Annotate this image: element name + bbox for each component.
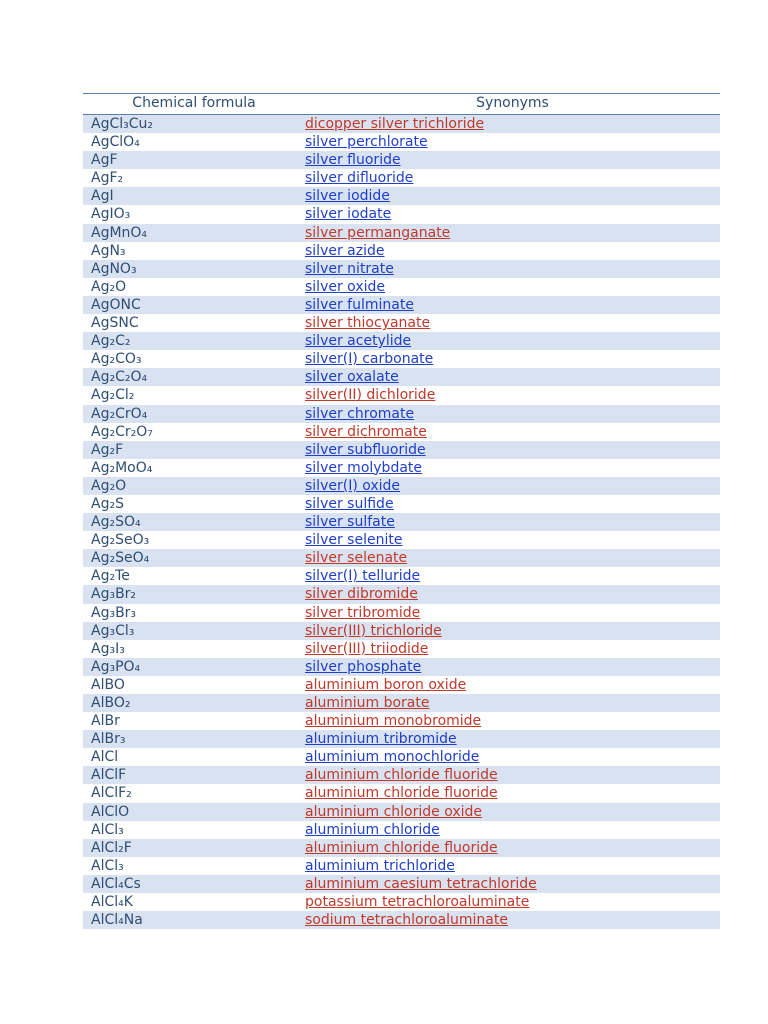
table-row — [83, 658, 720, 676]
synonym-cell — [305, 260, 720, 278]
synonym-link[interactable]: silver molybdate — [305, 459, 423, 476]
formula-cell: Ag₃Cl₃ — [91, 622, 135, 639]
synonym-link[interactable]: silver(I) telluride — [305, 568, 421, 585]
synonym-link[interactable]: silver perchlorate — [305, 134, 428, 151]
synonym-cell — [305, 585, 720, 603]
formula-cell: Ag₃I₃ — [91, 640, 125, 657]
synonym-link[interactable]: silver(I) oxide — [305, 477, 401, 494]
synonym-link[interactable]: silver dichromate — [305, 423, 427, 440]
synonym-link[interactable]: silver oxide — [305, 278, 385, 295]
formula-cell: AlCl₃ — [91, 821, 124, 838]
synonym-link[interactable]: silver(III) trichloride — [305, 622, 442, 639]
formula-cell: Ag₂C₂ — [91, 333, 131, 350]
formula-cell: AgIO₃ — [91, 206, 131, 223]
table-row — [83, 604, 720, 622]
synonym-link[interactable]: silver permanganate — [305, 224, 451, 241]
synonym-cell — [305, 567, 720, 585]
synonym-cell — [305, 857, 720, 875]
table-row — [83, 839, 720, 857]
table-row — [83, 187, 720, 205]
formula-cell: Ag₂O — [91, 477, 127, 494]
table-row — [83, 748, 720, 766]
formula-cell: AgN₃ — [91, 242, 126, 259]
table-row — [83, 694, 720, 712]
table-row — [83, 784, 720, 802]
table-row — [83, 821, 720, 839]
synonym-link[interactable]: silver dibromide — [305, 586, 418, 603]
synonym-cell — [305, 549, 720, 567]
formula-cell: AgClO₄ — [91, 134, 140, 151]
synonym-link[interactable]: silver nitrate — [305, 260, 394, 277]
synonym-cell — [305, 712, 720, 730]
formula-cell: AgMnO₄ — [91, 224, 148, 241]
synonym-cell — [305, 875, 720, 893]
formula-cell: Ag₂F — [91, 441, 124, 458]
formula-cell: Ag₂MoO₄ — [91, 459, 153, 476]
synonym-link[interactable]: silver(III) triiodide — [305, 640, 429, 657]
formula-cell: Ag₃Br₃ — [91, 604, 137, 621]
synonym-link[interactable]: silver fluoride — [305, 152, 401, 169]
formula-cell: AlClF — [91, 767, 127, 784]
column-header-formula: Chemical formula — [132, 95, 256, 111]
formula-cell: AgSNC — [91, 315, 139, 332]
synonym-cell — [305, 766, 720, 784]
formula-cell: AlClF₂ — [91, 785, 132, 802]
synonym-link[interactable]: silver sulfide — [305, 495, 394, 512]
synonym-cell — [305, 332, 720, 350]
table-row — [83, 676, 720, 694]
synonym-link[interactable]: silver acetylide — [305, 333, 412, 350]
formula-cell: AlCl₂F — [91, 839, 132, 856]
synonym-link[interactable]: aluminium monochloride — [305, 749, 480, 766]
synonym-link[interactable]: aluminium monobromide — [305, 713, 482, 730]
table-row — [83, 278, 720, 296]
synonym-cell — [305, 441, 720, 459]
formula-cell: AgNO₃ — [91, 260, 137, 277]
table-row — [83, 224, 720, 242]
column-header-synonyms: Synonyms — [476, 95, 549, 111]
synonym-cell — [305, 604, 720, 622]
synonym-link[interactable]: silver fulminate — [305, 296, 414, 313]
table-row — [83, 314, 720, 332]
table-row — [83, 857, 720, 875]
synonym-cell — [305, 296, 720, 314]
table-row — [83, 549, 720, 567]
synonym-link[interactable]: silver selenate — [305, 550, 408, 567]
table-row — [83, 640, 720, 658]
synonym-cell — [305, 386, 720, 404]
synonym-link[interactable]: silver iodide — [305, 188, 390, 205]
table-row — [83, 513, 720, 531]
table-header — [83, 93, 720, 115]
synonym-cell — [305, 839, 720, 857]
formula-cell: AlBr₃ — [91, 731, 126, 748]
formula-cell: AlBO₂ — [91, 695, 131, 711]
table-row — [83, 423, 720, 441]
synonym-cell — [305, 622, 720, 640]
formula-cell: Ag₂CO₃ — [91, 351, 142, 368]
synonym-cell — [305, 151, 720, 169]
table-row — [83, 803, 720, 821]
formula-cell: Ag₂Cr₂O₇ — [91, 423, 153, 440]
formula-cell: AlCl₄Na — [91, 912, 143, 929]
synonym-link[interactable]: silver phosphate — [305, 658, 422, 675]
table-row — [83, 730, 720, 748]
synonym-link[interactable]: silver selenite — [305, 532, 403, 549]
formula-cell: AlClO — [91, 803, 130, 820]
synonym-cell — [305, 459, 720, 477]
formula-cell: AlCl — [91, 749, 119, 766]
synonym-cell — [305, 314, 720, 332]
synonym-cell — [305, 640, 720, 658]
table-row — [83, 260, 720, 278]
formula-cell: AlBr — [91, 713, 120, 730]
synonym-cell — [305, 115, 720, 133]
synonym-link[interactable]: sodium tetrachloroaluminate — [305, 912, 508, 929]
synonym-cell — [305, 730, 720, 748]
table-row — [83, 766, 720, 784]
formula-cell: AgI — [91, 188, 114, 205]
table-row — [83, 911, 720, 929]
synonym-link[interactable]: silver(II) dichloride — [305, 387, 436, 404]
synonym-link[interactable]: potassium tetrachloroaluminate — [305, 894, 530, 911]
table-row — [83, 133, 720, 151]
formula-cell: AgF₂ — [91, 170, 124, 187]
synonym-link[interactable]: silver thiocyanate — [305, 315, 431, 332]
synonym-cell — [305, 278, 720, 296]
synonym-link[interactable]: aluminium chloride fluoride — [305, 785, 498, 802]
table-row — [83, 441, 720, 459]
synonym-link[interactable]: aluminium chloride fluoride — [305, 839, 498, 856]
formula-cell: Ag₂SeO₃ — [91, 532, 150, 549]
synonym-cell — [305, 350, 720, 368]
synonym-cell — [305, 495, 720, 513]
formula-cell: AlCl₄K — [91, 894, 133, 911]
synonym-cell — [305, 748, 720, 766]
table-row — [83, 386, 720, 404]
synonym-link[interactable]: silver(I) carbonate — [305, 351, 434, 368]
synonym-cell — [305, 405, 720, 423]
formula-cell: AgCl₃Cu₂ — [91, 116, 154, 132]
formula-cell: Ag₂Cl₂ — [91, 387, 135, 404]
table-row — [83, 115, 720, 133]
table-row — [83, 205, 720, 223]
synonym-link[interactable]: dicopper silver trichloride — [305, 116, 485, 132]
formula-cell: AlBO — [91, 676, 125, 693]
synonym-cell — [305, 224, 720, 242]
table-row — [83, 712, 720, 730]
table-row — [83, 242, 720, 260]
formula-cell: AlCl₃ — [91, 857, 124, 874]
table-row — [83, 875, 720, 893]
table-row — [83, 495, 720, 513]
table-row — [83, 585, 720, 603]
synonym-cell — [305, 893, 720, 911]
synonym-cell — [305, 694, 720, 712]
table-row — [83, 459, 720, 477]
table-row — [83, 531, 720, 549]
formula-cell: Ag₂Te — [91, 568, 130, 585]
synonym-cell — [305, 187, 720, 205]
synonym-cell — [305, 205, 720, 223]
formula-cell: Ag₂SeO₄ — [91, 550, 150, 567]
synonym-link[interactable]: silver sulfate — [305, 514, 395, 531]
formula-cell: Ag₃Br₂ — [91, 586, 137, 603]
synonym-link[interactable]: silver azide — [305, 242, 385, 259]
synonym-link[interactable]: silver tribromide — [305, 604, 421, 621]
table-row — [83, 893, 720, 911]
table-body — [83, 115, 720, 929]
synonym-cell — [305, 531, 720, 549]
synonym-link[interactable]: silver subfluoride — [305, 441, 426, 458]
synonym-link[interactable]: silver difluoride — [305, 170, 414, 187]
synonym-link[interactable]: aluminium chloride oxide — [305, 803, 483, 820]
table-row — [83, 405, 720, 423]
table-row — [83, 368, 720, 386]
synonym-cell — [305, 803, 720, 821]
synonym-cell — [305, 911, 720, 929]
synonym-link[interactable]: aluminium chloride — [305, 821, 440, 838]
formula-cell: Ag₂O — [91, 278, 127, 295]
synonym-link[interactable]: aluminium tribromide — [305, 731, 457, 748]
synonym-link[interactable]: aluminium caesium tetrachloride — [305, 875, 537, 892]
synonym-cell — [305, 784, 720, 802]
synonym-cell — [305, 676, 720, 694]
synonym-link[interactable]: aluminium trichloride — [305, 857, 455, 874]
table-row — [83, 151, 720, 169]
synonym-cell — [305, 477, 720, 495]
synonym-cell — [305, 821, 720, 839]
formula-cell: AlCl₄Cs — [91, 875, 141, 892]
formula-cell: AgONC — [91, 296, 141, 313]
formula-cell: Ag₂SO₄ — [91, 514, 141, 531]
table-row — [83, 350, 720, 368]
synonym-link[interactable]: silver oxalate — [305, 369, 399, 386]
table-row — [83, 296, 720, 314]
synonym-link[interactable]: silver chromate — [305, 405, 415, 422]
chemical-table — [83, 93, 720, 929]
synonym-link[interactable]: aluminium chloride fluoride — [305, 767, 498, 784]
synonym-link[interactable]: silver iodate — [305, 206, 392, 223]
formula-cell: Ag₃PO₄ — [91, 658, 141, 675]
synonym-link[interactable]: aluminium borate — [305, 695, 430, 711]
synonym-cell — [305, 133, 720, 151]
synonym-cell — [305, 513, 720, 531]
synonym-link[interactable]: aluminium boron oxide — [305, 676, 467, 693]
synonym-cell — [305, 169, 720, 187]
synonym-cell — [305, 242, 720, 260]
table-row — [83, 622, 720, 640]
synonym-cell — [305, 368, 720, 386]
formula-cell: Ag₂S — [91, 495, 124, 512]
table-row — [83, 477, 720, 495]
table-row — [83, 332, 720, 350]
formula-cell: AgF — [91, 152, 118, 169]
formula-cell: Ag₂C₂O₄ — [91, 369, 148, 386]
table-row — [83, 169, 720, 187]
synonym-cell — [305, 658, 720, 676]
synonym-cell — [305, 423, 720, 441]
formula-cell: Ag₂CrO₄ — [91, 405, 148, 422]
table-row — [83, 567, 720, 585]
